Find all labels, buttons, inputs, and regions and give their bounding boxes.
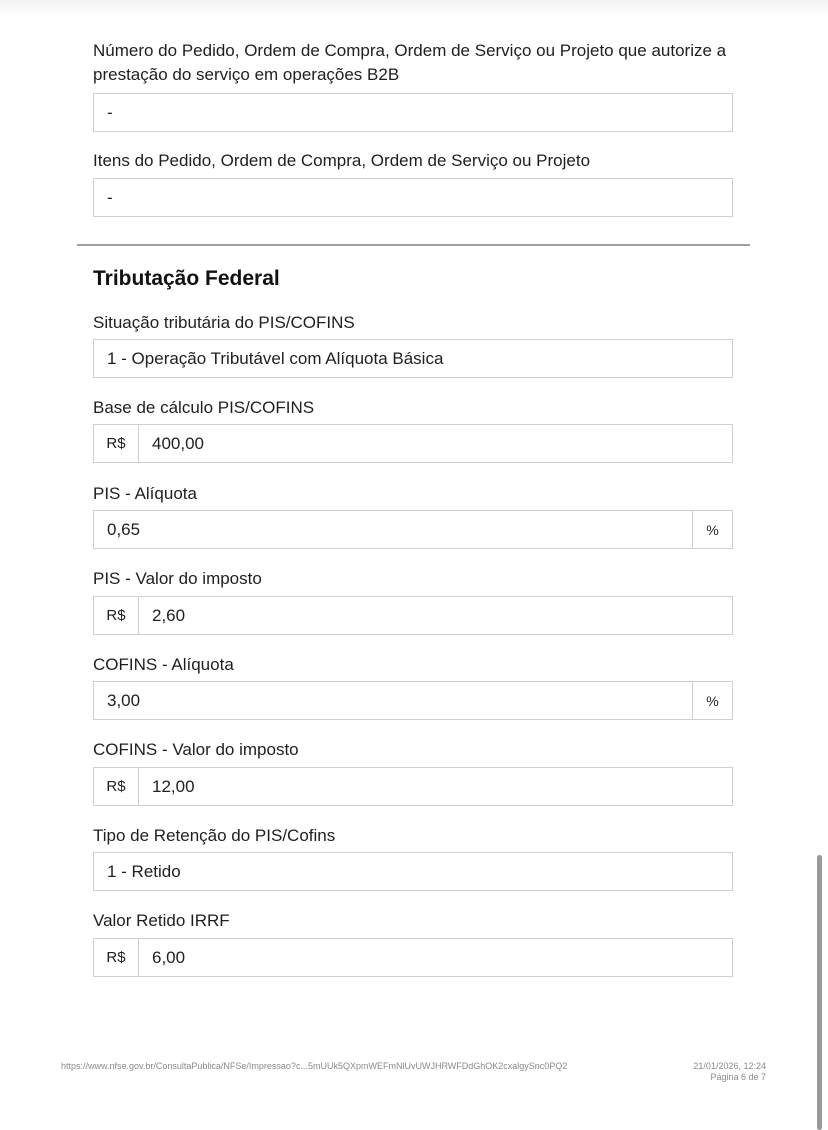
currency-prefix: R$: [94, 768, 139, 805]
order-number-field: [93, 93, 733, 132]
pis-value-field: [93, 596, 733, 635]
irrf-label: Valor Retido IRRF: [93, 911, 230, 930]
scrollbar[interactable]: [817, 855, 822, 1130]
footer-page: Página 6 de 7: [710, 1072, 766, 1082]
cofins-value-field: [93, 767, 733, 806]
retention-type-value: 1 - Retido: [107, 861, 181, 881]
cofins-rate-label: COFINS - Alíquota: [93, 655, 234, 674]
section-title: Tributação Federal: [93, 267, 280, 290]
irrf-field: [93, 938, 733, 977]
order-number-value: -: [107, 102, 113, 122]
footer-datetime: 21/01/2026, 12:24: [693, 1061, 766, 1071]
order-items-value: -: [107, 187, 113, 207]
pis-cofins-situation-label: Situação tributária do PIS/COFINS: [93, 313, 355, 332]
pis-cofins-situation-field: [93, 339, 733, 378]
base-label: Base de cálculo PIS/COFINS: [93, 398, 315, 417]
cofins-value-label: COFINS - Valor do imposto: [93, 740, 299, 759]
base-field: [93, 424, 733, 463]
footer-url: https://www.nfse.gov.br/ConsultaPublica/NFSe/Impressao?c...5mUUk5QXpmWEFmNlUvUWJHRWFDdGhOK2cxalgySnc0PQ2: [61, 1061, 568, 1071]
currency-prefix: R$: [94, 425, 139, 462]
irrf-value: 6,00: [152, 947, 186, 967]
percent-suffix: %: [692, 511, 732, 548]
order-items-label: Itens do Pedido, Ordem de Compra, Ordem de Serviço ou Projeto: [93, 151, 591, 170]
currency-prefix: R$: [94, 939, 139, 976]
section-divider: [77, 244, 750, 246]
pis-rate-field: [93, 510, 733, 549]
pis-cofins-situation-value: 1 - Operação Tributável com Alíquota Básica: [107, 348, 444, 368]
top-shade: [0, 0, 828, 16]
currency-prefix: R$: [94, 597, 139, 634]
retention-type-label: Tipo de Retenção do PIS/Cofins: [93, 826, 336, 845]
pis-value-value: 2,60: [152, 605, 186, 625]
order-number-label: Número do Pedido, Ordem de Compra, Ordem de Serviço ou Projeto que autorize a prestação do serviço em operações B2B: [93, 41, 727, 84]
percent-suffix: %: [692, 682, 732, 719]
pis-value-label: PIS - Valor do imposto: [93, 569, 262, 588]
base-value: 400,00: [152, 433, 204, 453]
cofins-rate-field: [93, 681, 733, 720]
pis-rate-value: 0,65: [107, 519, 141, 539]
retention-type-field: [93, 852, 733, 891]
footer-info: [693, 1061, 766, 1083]
cofins-value-value: 12,00: [152, 776, 195, 796]
order-items-field: [93, 178, 733, 217]
cofins-rate-value: 3,00: [107, 690, 141, 710]
pis-rate-label: PIS - Alíquota: [93, 484, 197, 503]
